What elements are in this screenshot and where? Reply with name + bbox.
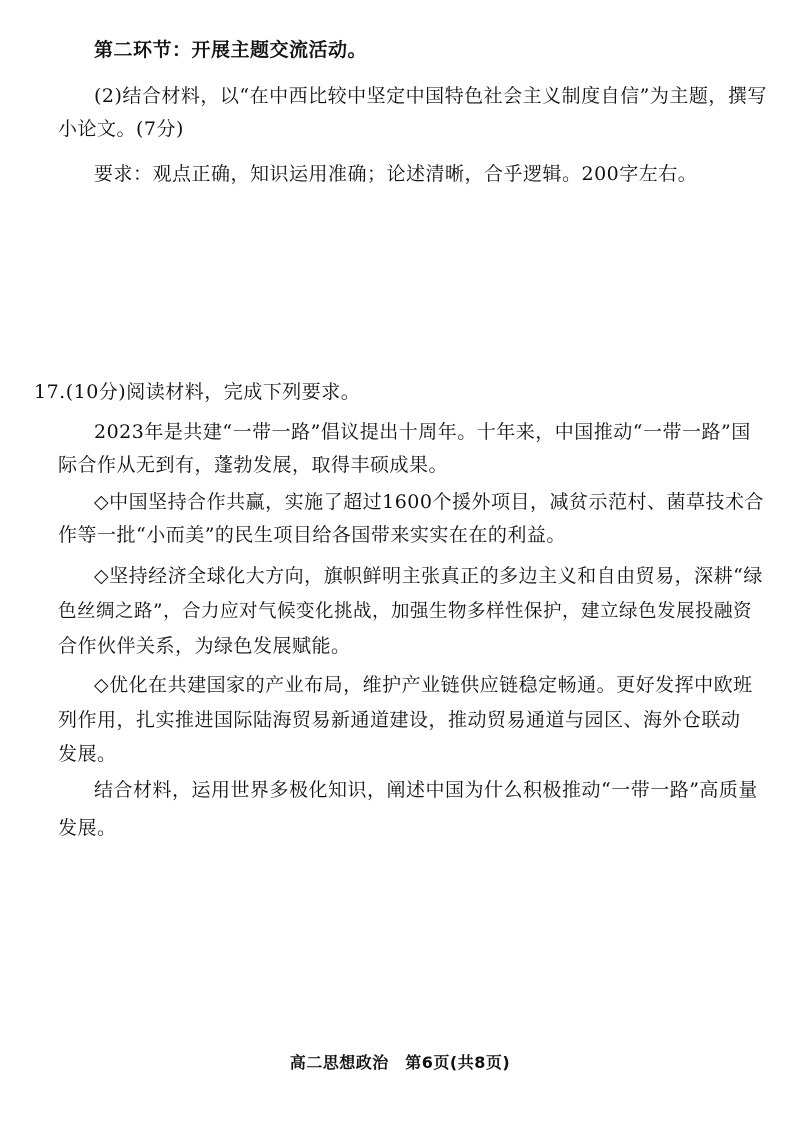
- bullet-2-line-3: 合作伙伴关系，为绿色发展赋能。: [58, 635, 351, 657]
- question-2-line-2: 小论文。(7分): [58, 118, 184, 140]
- requirement-text: 要求：观点正确，知识运用准确；论述清晰，合乎逻辑。200字左右。: [94, 163, 698, 185]
- intro-line-1: 2023年是共建“一带一路”倡议提出十周年。十年来，中国推动“一带一路”国: [94, 421, 751, 443]
- bullet-3-line-2: 列作用，扎实推进国际陆海贸易新通道建设，推动贸易通道与园区、海外仓联动: [58, 709, 741, 731]
- bullet-2-line-1: ◇坚持经济全球化大方向，旗帜鲜明主张真正的多边主义和自由贸易，深耕“绿: [94, 565, 763, 587]
- bullet-1-line-2: 作等一批“小而美”的民生项目给各国带来实实在在的利益。: [58, 524, 566, 546]
- step2-heading: 第二环节：开展主题交流活动。: [94, 39, 368, 61]
- bullet-3-line-3: 发展。: [58, 743, 117, 765]
- intro-line-2: 际合作从无到有，蓬勃发展，取得丰硕成果。: [58, 454, 449, 476]
- bullet-3-line-1: ◇优化在共建国家的产业布局，维护产业链供应链稳定畅通。更好发挥中欧班: [94, 674, 753, 696]
- question-2-line-1: (2)结合材料，以“在中西比较中坚定中国特色社会主义制度自信”为主题，撰写: [94, 85, 767, 107]
- task-line-1: 结合材料，运用世界多极化知识，阐述中国为什么积极推动“一带一路”高质量: [94, 779, 758, 801]
- task-line-2: 发展。: [58, 817, 117, 839]
- question-17-header: 17.(10分)阅读材料，完成下列要求。: [34, 381, 361, 403]
- bullet-1-line-1: ◇中国坚持合作共赢，实施了超过1600个援外项目，减贫示范村、菌草技术合: [94, 491, 764, 513]
- page-footer: 高二思想政治 第6页(共8页): [289, 1053, 511, 1072]
- bullet-2-line-2: 色丝绸之路”，合力应对气候变化挑战，加强生物多样性保护，建立绿色发展投融资: [58, 601, 752, 622]
